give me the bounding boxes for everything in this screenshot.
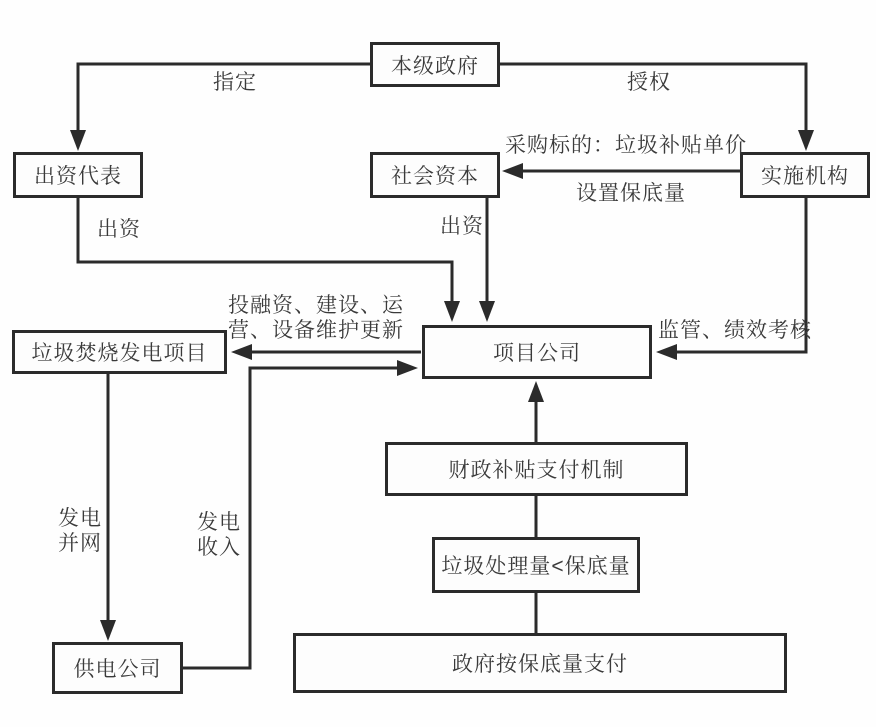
node-fiscal-subsidy-mechanism: 财政补贴支付机制 [385,442,688,496]
label-designate: 指定 [213,71,257,94]
edge-funder-company-arrowhead [444,301,460,322]
label-power-to-grid [58,506,106,556]
node-implementing-agency: 实施机构 [740,152,870,198]
node-waste-below-floor-condition: 垃圾处理量<保底量 [432,537,640,593]
label-construct-line2: 营、设备维护更新 [228,319,404,342]
node-capital-representative: 出资代表 [13,152,143,198]
edge-agency-social-arrowhead [502,163,523,179]
node-power-supply-company: 供电公司 [52,642,183,694]
label-power-revenue [197,510,245,560]
label-procurement-target: 采购标的：垃圾补贴单价 [505,134,747,157]
edge-company-project-arrowhead [231,344,252,360]
edge-agency-company-arrowhead [656,344,677,360]
label-grid-line1: 发电 [58,507,102,530]
edge-project-power-arrowhead [100,620,116,641]
node-government-pays-floor-amount: 政府按保底量支付 [293,633,787,693]
label-authorize: 授权 [627,71,671,94]
edge-gov-funder-arrowhead [70,130,86,151]
label-set-floor-amount: 设置保底量 [576,182,686,205]
label-revenue-line1: 发电 [197,511,241,534]
edge-mechanism-company-arrowhead [528,381,544,402]
node-project-company: 项目公司 [422,325,652,379]
label-revenue-line2: 收入 [197,536,241,559]
node-social-capital: 社会资本 [370,152,500,198]
label-construct-line1: 投融资、建设、运 [228,294,404,317]
label-grid-line2: 并网 [58,532,102,555]
node-local-government: 本级政府 [370,42,500,87]
edge-power-company-arrowhead [397,360,418,376]
label-invest-construct-operate [228,293,418,343]
label-invest-left: 出资 [97,218,141,241]
label-supervision-assessment: 监管、绩效考核 [658,319,812,342]
edge-social-company-arrowhead [479,301,495,322]
edge-gov-agency-arrowhead [798,130,814,151]
label-invest-center: 出资 [440,215,484,238]
node-waste-incineration-project: 垃圾焚烧发电项目 [12,330,227,374]
